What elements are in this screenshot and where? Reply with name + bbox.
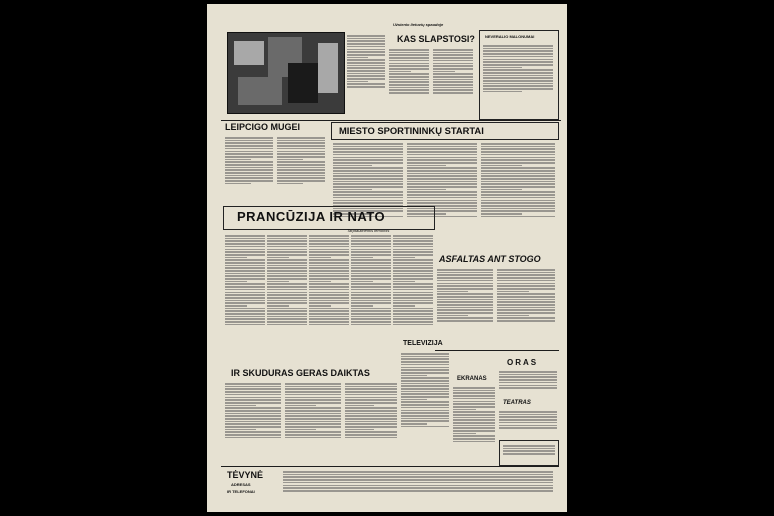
divider	[221, 120, 561, 121]
ekranas-text	[453, 386, 495, 466]
asfaltas-col2	[497, 268, 555, 346]
miesto-headline: MIESTO SPORTININKŲ STARTAI	[339, 125, 484, 136]
kas-col1	[389, 48, 429, 116]
televizija-headline: TELEVIZIJA	[403, 340, 443, 347]
asfaltas-col1	[437, 268, 493, 346]
miesto-col3	[481, 142, 555, 252]
divider-2	[435, 350, 559, 351]
leipcigo-col2	[277, 136, 325, 206]
skud-col1	[225, 382, 281, 462]
oras-headline: ORAS	[507, 358, 539, 367]
skud-col3	[345, 382, 397, 462]
televizija-text	[401, 352, 449, 462]
masthead-sub1: ADRESAS	[231, 482, 251, 487]
divider-bottom	[221, 466, 559, 467]
leipcigo-headline: LEIPCIGO MUGEI	[225, 122, 301, 132]
pranc-col1	[225, 234, 265, 364]
teatras-text	[499, 410, 557, 438]
prancuzija-headline: PRANCŪZIJA IR NATO	[237, 209, 386, 224]
prancuzija-subtitle: Tarptautinėmis temomis	[347, 228, 390, 233]
pranc-col4	[351, 234, 391, 364]
kas-slapstosi-headline: KAS SLAPSTOSI?	[397, 34, 475, 44]
footer-text	[283, 470, 553, 504]
linksmieji-text	[483, 44, 553, 116]
ekranas-headline: EKRANAS	[457, 376, 487, 382]
newspaper-page	[207, 4, 567, 512]
masthead: TĖVYNĖ	[227, 470, 264, 480]
oras-text	[499, 370, 557, 398]
pranc-col2	[267, 234, 307, 364]
kas-col2	[433, 48, 473, 116]
teatras-box-text	[503, 444, 555, 462]
skuduras-headline: IR SKUDURAS GERAS DAIKTAS	[231, 368, 370, 378]
asfaltas-headline: ASFALTAS ANT STOGO	[439, 254, 541, 264]
pranc-col3	[309, 234, 349, 364]
photo-caption	[347, 34, 385, 112]
top-banner: Užsienio lietuvių spaudoje	[393, 22, 444, 27]
top-photo	[227, 32, 345, 114]
linksmieji-headline: NEVERALIO MALONUMAI	[485, 34, 535, 39]
teatras-headline: TEATRAS	[503, 400, 531, 406]
leipcigo-col1	[225, 136, 273, 206]
masthead-sub2: IR TELEFONAI	[227, 489, 255, 494]
skud-col2	[285, 382, 341, 462]
